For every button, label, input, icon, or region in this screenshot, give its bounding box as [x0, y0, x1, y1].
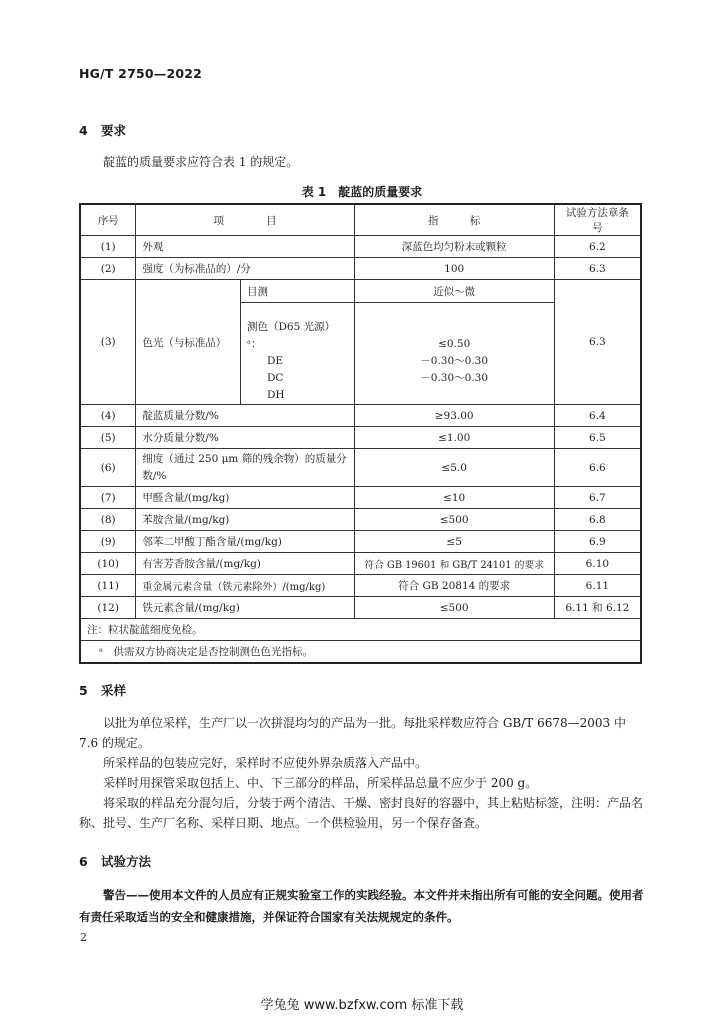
row-item: 铁元素含量/(mg/kg)	[136, 597, 354, 619]
header-no: 序号	[80, 204, 136, 236]
row-method: 6.11 和 6.12	[554, 597, 641, 619]
row-no: (5)	[80, 427, 136, 449]
row-no: (4)	[80, 405, 136, 427]
row-spec: 深蓝色均匀粉末或颗粒	[354, 236, 554, 258]
header-method: 试验方法章条号	[554, 204, 641, 236]
section-5-heading	[79, 681, 126, 699]
table-row	[80, 236, 641, 258]
row-no: (1)	[80, 236, 136, 258]
table-header-row	[80, 204, 641, 236]
footer-watermark-text: 学兔兔 www.bzfxw.com 标准下载	[260, 998, 464, 1013]
section-5-body	[79, 713, 645, 833]
table-caption: 表 1 靛蓝的质量要求	[301, 185, 423, 199]
paragraph: 以批为单位采样，生产厂以一次拼混均匀的产品为一批。每批采样数应符合 GB/T 6678—2003 中 7.6 的规定。	[79, 716, 626, 750]
row-method: 6.8	[554, 509, 641, 531]
row-spec: ≤5	[354, 531, 554, 553]
table-row	[80, 553, 641, 575]
table-footnote-row	[80, 641, 641, 663]
row-item: 邻苯二甲酸丁酯含量/(mg/kg)	[136, 531, 354, 553]
safety-warning: 警告——使用本文件的人员应有正规实验室工作的实践经验。本文件并未指出所有可能的安全问题。使用者有责任采取适当的安全和健康措施，并保证符合国家有关法规规定的条件。	[79, 888, 644, 924]
row-method: 6.10	[554, 553, 641, 575]
row-spec: 符合 GB 20814 的要求	[354, 575, 554, 597]
row-spec: ≥93.00	[354, 405, 554, 427]
section-number: 6	[79, 854, 88, 869]
table-row	[80, 509, 641, 531]
table-row	[80, 531, 641, 553]
row-method: 6.2	[554, 236, 641, 258]
row-no: (2)	[80, 258, 136, 280]
section-4-heading	[79, 121, 126, 139]
row-item: 靛蓝质量分数/%	[136, 405, 354, 427]
page-number: 2	[80, 931, 87, 944]
section-number: 4	[79, 123, 88, 138]
row-spec: ≤500	[354, 509, 554, 531]
sub-spec-colorimetric	[354, 303, 554, 405]
row-spec: ≤5.0	[354, 449, 554, 487]
section-6-heading	[79, 852, 151, 870]
quality-requirements-table	[79, 203, 642, 664]
row-item: 有害芳香胺含量/(mg/kg)	[136, 553, 354, 575]
de-label: DE	[266, 355, 284, 367]
table-row	[80, 449, 641, 487]
row-spec: 符合 GB 19601 和 GB/T 24101 的要求	[354, 553, 554, 575]
row-method: 6.6	[554, 449, 641, 487]
row-item: 甲醛含量/(mg/kg)	[136, 487, 354, 509]
table-row	[80, 405, 641, 427]
dh-label: DH	[266, 389, 285, 401]
de-spec: ≤0.50	[438, 338, 471, 350]
row-method: 6.7	[554, 487, 641, 509]
colorimetric-label: 测色（D65 光源）ᵃ：	[246, 321, 336, 350]
table-row	[80, 280, 641, 303]
row-spec: ≤500	[354, 597, 554, 619]
dc-spec: －0.30～0.30	[420, 355, 489, 367]
section-title: 要求	[101, 123, 127, 138]
table-row	[80, 258, 641, 280]
row-item: 外观	[136, 236, 354, 258]
row-no: (12)	[80, 597, 136, 619]
sub-spec-visual: 近似～微	[354, 280, 554, 303]
row-item: 细度（通过 250 μm 筛的残余物）的质量分数/%	[136, 449, 354, 487]
document-code: HG/T 2750—2022	[79, 66, 203, 81]
row-spec: ≤1.00	[354, 427, 554, 449]
row-item: 重金属元素含量（铁元素除外）/(mg/kg)	[136, 575, 354, 597]
table-note: 注：粒状靛蓝细度免检。	[80, 619, 641, 641]
dc-label: DC	[266, 372, 284, 384]
paragraph: 将采取的样品充分混匀后，分装于两个清洁、干燥、密封良好的容器中，其上粘贴标签，注明：产品名称、批号、生产厂名称、采样日期、地点。一个供检验用，另一个保存备查。	[79, 796, 644, 830]
row-item: 色光（与标准品）	[136, 280, 241, 405]
paragraph: 所采样品的包装应完好，采样时不应使外界杂质落入产品中。	[103, 756, 428, 770]
row-no: (9)	[80, 531, 136, 553]
sub-label-visual: 目测	[240, 280, 354, 303]
paragraph: 采样时用探管采取包括上、中、下三部分的样品，所采样品总量不应少于 200 g。	[103, 776, 538, 790]
row-spec: 100	[354, 258, 554, 280]
table-row	[80, 487, 641, 509]
row-method: 6.9	[554, 531, 641, 553]
row-method: 6.3	[554, 258, 641, 280]
table-note-row	[80, 619, 641, 641]
row-no: (7)	[80, 487, 136, 509]
row-item: 强度（为标准品的）/分	[136, 258, 354, 280]
row-item: 苯胺含量/(mg/kg)	[136, 509, 354, 531]
table-row	[80, 427, 641, 449]
sub-label-colorimetric	[240, 303, 354, 405]
table-footnote: ᵃ 供需双方协商决定是否控制测色色光指标。	[80, 641, 641, 663]
section-title: 采样	[101, 683, 127, 698]
row-method: 6.5	[554, 427, 641, 449]
row-item: 水分质量分数/%	[136, 427, 354, 449]
table-row	[80, 597, 641, 619]
row-no: (10)	[80, 553, 136, 575]
row-no: (3)	[80, 280, 136, 405]
header-item: 项 目	[136, 204, 354, 236]
section-number: 5	[79, 683, 88, 698]
section-4-intro: 靛蓝的质量要求应符合表 1 的规定。	[103, 155, 299, 169]
row-no: (11)	[80, 575, 136, 597]
row-no: (8)	[80, 509, 136, 531]
row-no: (6)	[80, 449, 136, 487]
row-spec: ≤10	[354, 487, 554, 509]
row-method: 6.4	[554, 405, 641, 427]
section-title: 试验方法	[101, 854, 152, 869]
table-row	[80, 575, 641, 597]
row-method: 6.11	[554, 575, 641, 597]
row-method: 6.3	[554, 280, 641, 405]
dh-spec: －0.30～0.30	[420, 372, 489, 384]
header-spec: 指 标	[354, 204, 554, 236]
